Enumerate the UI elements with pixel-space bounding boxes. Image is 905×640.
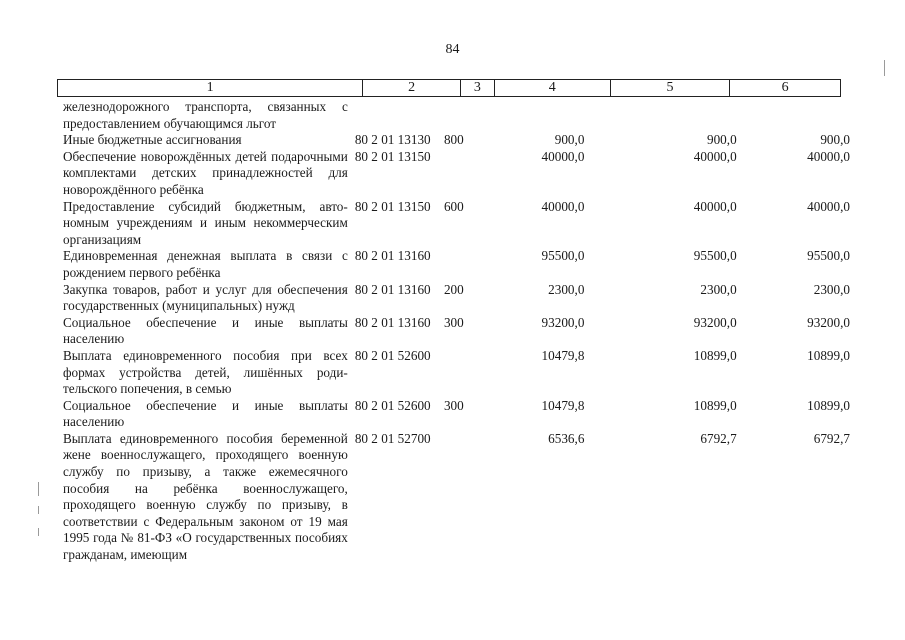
- row-expense-type: 300: [443, 397, 464, 413]
- row-value-col5: 10899,0: [693, 347, 737, 363]
- table-header-cell: 6: [781, 80, 789, 95]
- row-code: 80 2 01 13150: [354, 148, 431, 164]
- row-expense-type: 600: [443, 198, 464, 214]
- row-value-col5: 2300,0: [700, 281, 737, 297]
- row-description: Иные бюджетные ассигнования: [63, 132, 242, 148]
- row-value-col6: 40000,0: [807, 198, 850, 214]
- row-description: Обеспечение новорождённых детей подарочными комплектами детских принадлежностей для новорождённого ребёнка: [63, 148, 348, 197]
- row-value-col4: 10479,8: [541, 347, 585, 363]
- row-value-col6: 2300,0: [813, 281, 850, 297]
- row-expense-type: 300: [443, 314, 464, 330]
- row-value-col4: 40000,0: [541, 198, 585, 214]
- row-value-col4: 900,0: [554, 132, 585, 148]
- row-value-col5: 10899,0: [693, 397, 737, 413]
- row-value-col5: 900,0: [706, 132, 737, 148]
- scan-margin-mark: [38, 482, 39, 496]
- table-header-cell: 2: [363, 80, 461, 96]
- row-value-col6: 10899,0: [807, 397, 850, 413]
- row-code: 80 2 01 13160: [354, 248, 431, 264]
- row-value-col4: 10479,8: [541, 397, 585, 413]
- row-value-col4: 40000,0: [541, 148, 585, 164]
- row-description: Выплата единовременного пособия при всех формах устройства детей, лишённых родительского попечения, в семью: [63, 347, 348, 397]
- row-value-col6: 6792,7: [813, 430, 850, 446]
- row-description: Социальное обеспечение и иные выплаты населению: [63, 314, 348, 347]
- row-description: Единовременная денежная выплата в связи с рождением первого ребёнка: [63, 248, 348, 280]
- row-description: железнодорожного транспорта, связанных с предоставлением обучающимся льгот: [63, 99, 348, 131]
- table-row: [63, 132, 853, 149]
- row-code: 80 2 01 13150: [354, 198, 431, 214]
- table-header-cell: 1: [58, 80, 363, 96]
- row-value-col6: 40000,0: [807, 148, 850, 164]
- page-number: 84: [445, 42, 460, 57]
- row-expense-type: 800: [443, 132, 464, 148]
- table-row: [63, 315, 853, 348]
- table-row: [63, 248, 853, 281]
- table-header-cell: 4: [495, 80, 611, 96]
- row-value-col5: 95500,0: [693, 248, 737, 264]
- scan-margin-mark: [884, 60, 885, 76]
- row-expense-type: 200: [443, 281, 464, 297]
- table-row: [63, 282, 853, 315]
- row-description: Закупка товаров, работ и услуг для обеспечения государственных (муниципальных) нужд: [63, 281, 348, 314]
- row-value-col4: 6536,6: [548, 430, 585, 446]
- row-code: 80 2 01 52700: [354, 430, 431, 446]
- row-code: 80 2 01 52600: [354, 347, 431, 363]
- row-value-col4: 93200,0: [541, 314, 585, 330]
- table-row: [63, 398, 853, 431]
- row-value-col5: 6792,7: [700, 430, 737, 446]
- table-header-cell: 3: [461, 80, 495, 96]
- row-value-col6: 95500,0: [807, 248, 850, 264]
- scan-margin-mark: [38, 506, 39, 514]
- row-value-col6: 10899,0: [807, 347, 850, 363]
- table-row: [63, 348, 853, 398]
- table-row: [63, 99, 853, 132]
- row-code: 80 2 01 52600: [354, 397, 431, 413]
- row-value-col4: 95500,0: [541, 248, 585, 264]
- row-code: 80 2 01 13160: [354, 314, 431, 330]
- row-code: 80 2 01 13130: [354, 132, 431, 148]
- row-value-col4: 2300,0: [548, 281, 585, 297]
- table-header-row: [57, 79, 841, 97]
- row-value-col6: 93200,0: [807, 314, 850, 330]
- row-value-col5: 40000,0: [693, 148, 737, 164]
- row-value-col5: 93200,0: [693, 314, 737, 330]
- row-code: 80 2 01 13160: [354, 281, 431, 297]
- table-body: [63, 99, 853, 564]
- table-header-cell: 5: [611, 80, 731, 96]
- row-value-col5: 40000,0: [693, 198, 737, 214]
- row-description: Выплата единовременного пособия беременной жене военнослужащего, проходящего военную службу по призыву, а также ежемесячного пособия на ребёнка военнослужащего, проходящего военную службу по призыву, в соответствии с Федеральным законом от 19 мая 1995 года № 81-ФЗ «О государственных пособиях гражданам, имеющим: [63, 430, 348, 563]
- scan-margin-mark: [38, 528, 39, 536]
- table-row: [63, 431, 853, 564]
- row-description: Предоставление субсидий бюджетным, автономным учреждениям и иным некоммерческим организациям: [63, 198, 348, 247]
- row-value-col6: 900,0: [820, 132, 850, 148]
- table-row: [63, 149, 853, 199]
- row-description: Социальное обеспечение и иные выплаты населению: [63, 397, 348, 430]
- table-row: [63, 199, 853, 249]
